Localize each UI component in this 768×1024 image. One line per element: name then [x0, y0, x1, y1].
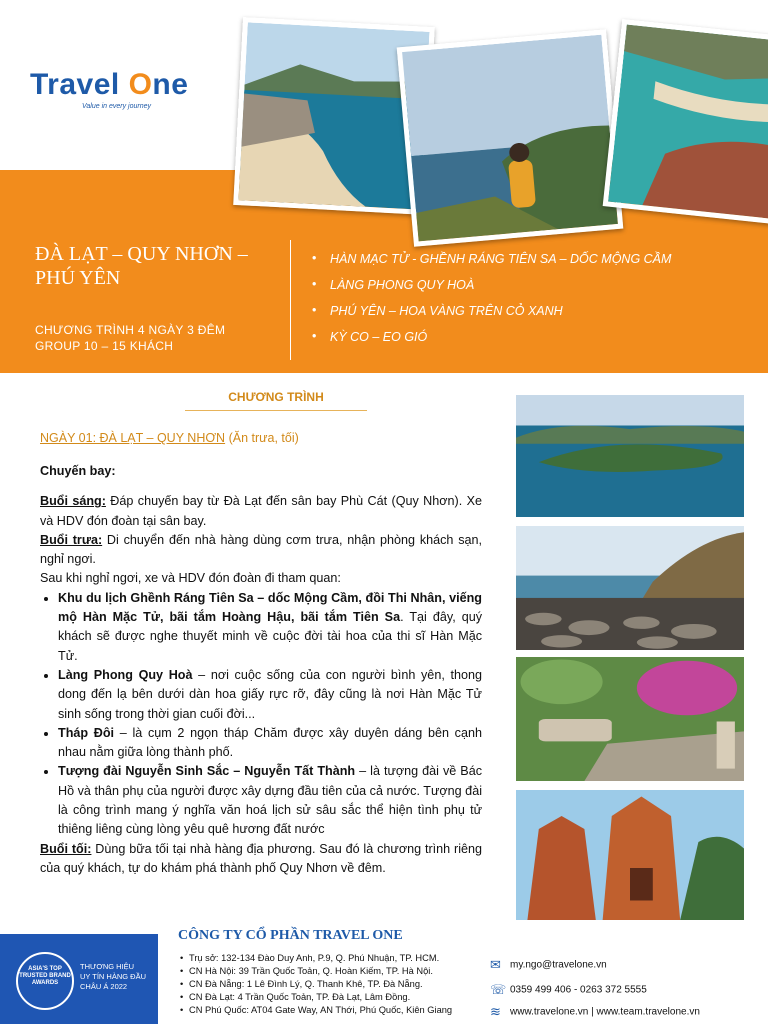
photo-han-mac-tu-garden: [516, 657, 744, 781]
highlight-item: • PHÚ YÊN – HOA VÀNG TRÊN CỎ XANH: [312, 304, 671, 318]
itinerary-body: [40, 462, 482, 878]
tour-title: ĐÀ LẠT – QUY NHƠN – PHÚ YÊN: [35, 243, 248, 289]
company-name: CÔNG TY CỔ PHẦN TRAVEL ONE: [178, 928, 403, 943]
day-title: [40, 431, 299, 445]
branch-list: [180, 952, 452, 1017]
phone-icon: ☏: [490, 982, 507, 997]
evening-paragraph: Buổi tối: Dùng bữa tối tại nhà hàng địa phương. Sau đó là chương trình riêng của quý khách, tự do khám phá thành phố Quy Nhơn về đêm.: [40, 841, 483, 875]
photo-island-aerial: [516, 395, 744, 517]
contact-phone[interactable]: ☏ 0359 499 406 - 0263 372 5555: [490, 982, 647, 997]
header-divider: [290, 240, 291, 360]
header-photo-hiker: [397, 29, 624, 247]
branch-item: • CN Hà Nội: 39 Trần Quốc Toản, Q. Hoàn Kiếm, TP. Hà Nội.: [180, 965, 452, 978]
contact-web[interactable]: ≋ www.travelone.vn | www.team.travelone.vn: [490, 1004, 700, 1019]
photo-cham-towers: [516, 790, 744, 920]
header-photo-aerial-bay: [603, 19, 768, 225]
afternoon-paragraph: Sau khi nghỉ ngơi, xe và HDV đón đoàn đi tham quan:: [40, 571, 341, 586]
logo: [30, 68, 188, 110]
list-item: • Tượng đài Nguyễn Sinh Sắc – Nguyễn Tất Thành – là tượng đài về Bác Hồ và thân phụ của người được xây dựng đầu tiên của cả nước. Tượng đài là công trình mang ý nghĩa văn hoá lịch sử sâu sắc thể hiện tình phụ tử thiêng liêng cùng lòng yêu quê hương đất nước: [58, 762, 482, 839]
highlight-item: • LÀNG PHONG QUY HOÀ: [312, 278, 671, 292]
program-heading: CHƯƠNG TRÌNH: [185, 390, 367, 411]
flight-label: Chuyến bay:: [40, 464, 116, 478]
logo-wordmark: Travel One: [30, 68, 189, 101]
tour-meta: [35, 322, 225, 354]
branch-item: • CN Đà Nẵng: 1 Lê Đình Lý, Q. Thanh Khê, TP. Đà Nẵng.: [180, 978, 452, 991]
mail-icon: ✉: [490, 957, 501, 972]
branch-item: • Trụ sở: 132-134 Đào Duy Anh, P.9, Q. Phú Nhuận, TP. HCM.: [180, 952, 452, 965]
branch-item: • CN Đà Lạt: 4 Trần Quốc Toản, TP. Đà Lạt, Lâm Đồng.: [180, 991, 452, 1004]
day-title-meals: (Ăn trưa, tối): [225, 431, 299, 445]
tour-duration: CHƯƠNG TRÌNH 4 NGÀY 3 ĐÊM: [35, 323, 226, 337]
list-item: • Làng Phong Quy Hoà – nơi cuộc sống của con người bình yên, thong dong đến lạ bên dưới dàn hoa giấy rực rỡ, đây cũng là nơi Hàn Mặc Tử sinh sống trong thời gian cuối đời...: [58, 666, 482, 724]
photo-pebble-beach: [516, 526, 744, 650]
tour-group-size: GROUP 10 – 15 KHÁCH: [35, 339, 174, 353]
list-item: • Khu du lịch Ghềnh Ráng Tiên Sa – dốc Mộng Cầm, đồi Thi Nhân, viếng mộ Hàn Mặc Tử, bãi tắm Hoàng Hậu, bãi tắm Tiên Sa. Tại đây, quý khách sẽ được nghe thuyết minh về cuộc đời tài hoa của thi sĩ Hàn Mặc Tử.: [58, 589, 482, 666]
day-title-label: NGÀY 01: ĐÀ LẠT – QUY NHƠN: [40, 431, 226, 445]
morning-paragraph: Buổi sáng: Đáp chuyến bay từ Đà Lạt đến sân bay Phù Cát (Quy Nhơn). Xe và HDV đón đoàn tại sân bay.: [40, 494, 482, 528]
highlight-item: • HÀN MẠC TỬ - GHỀNH RÁNG TIÊN SA – DỐC MỘNG CẦM: [312, 252, 671, 266]
wifi-icon: ≋: [490, 1004, 501, 1019]
award-badge: [0, 934, 158, 1024]
logo-tagline: Value in every journey: [82, 103, 152, 110]
highlight-item: • KỲ CO – EO GIÓ: [312, 330, 671, 344]
list-item: • Tháp Đôi – là cụm 2 ngọn tháp Chăm được xây duyên dáng bên cạnh nhau nằm giữa lòng thành phố.: [58, 724, 482, 763]
sightseeing-list: [40, 589, 482, 840]
award-text: THƯƠNG HIỆU UY TÍN HÀNG ĐẦU CHÂU Á 2022: [80, 962, 146, 991]
contact-email[interactable]: ✉ my.ngo@travelone.vn: [490, 957, 607, 972]
tour-highlights: [312, 252, 671, 356]
noon-paragraph: Buổi trưa: Di chuyển đến nhà hàng dùng cơm trưa, nhận phòng khách sạn, nghỉ ngơi.: [40, 532, 482, 567]
branch-item: • CN Phú Quốc: AT04 Gate Way, AN Thới, Phú Quốc, Kiên Giang: [180, 1004, 452, 1017]
award-seal: ASIA'S TOP TRUSTED BRAND AWARDS: [16, 952, 74, 1010]
